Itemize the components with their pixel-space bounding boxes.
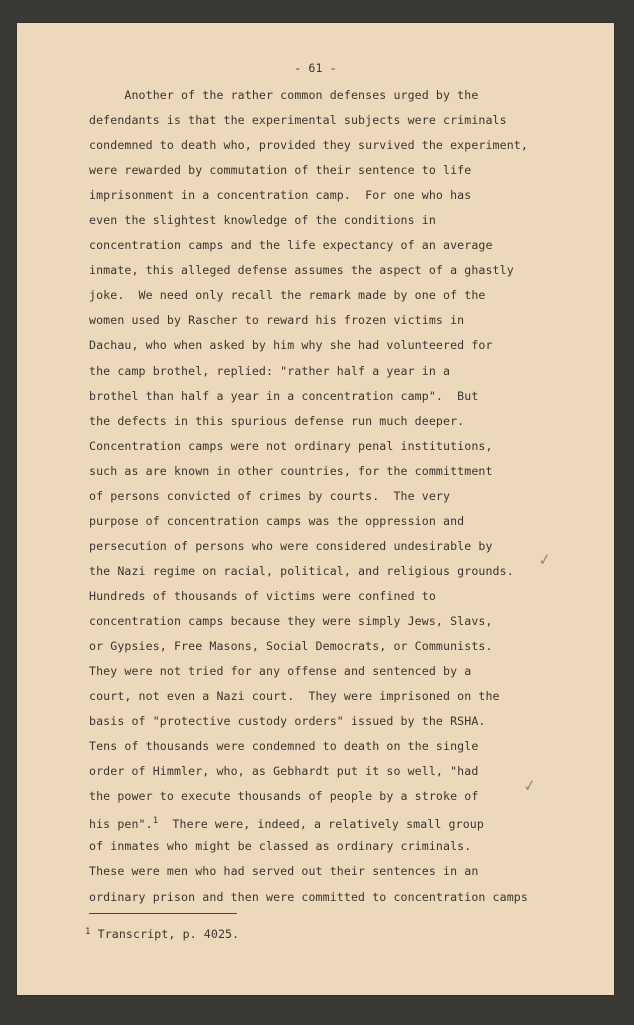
text-line: women used by Rascher to reward his frozen victims in — [89, 313, 465, 328]
text-line: the Nazi regime on racial, political, and religious grounds. — [89, 563, 514, 578]
text-line-end: There were, indeed, a relatively small group — [158, 817, 484, 832]
page-number: - 61 - — [294, 61, 337, 75]
text-line: of inmates who might be classed as ordinary criminals. — [89, 839, 472, 854]
text-line: order of Himmler, who, as Gebhardt put it so well, "had — [89, 764, 479, 779]
check-mark-icon: ✓ — [536, 549, 553, 570]
text-line: These were men who had served out their sentences in an — [89, 864, 479, 879]
text-line-with-footnote-ref — [89, 809, 609, 834]
text-line: joke. We need only recall the remark made by one of the — [89, 288, 486, 303]
text-line: were rewarded by commutation of their sentence to life — [89, 163, 472, 178]
text-line: brothel than half a year in a concentration camp". But — [89, 388, 479, 403]
footnote — [85, 927, 239, 941]
text-line: imprisonment in a concentration camp. For one who has — [89, 188, 472, 203]
text-line: court, not even a Nazi court. They were imprisoned on the — [89, 689, 500, 704]
check-mark-icon: ✓ — [521, 775, 538, 796]
text-line: Hundreds of thousands of victims were confined to — [89, 588, 436, 603]
footnote-ref: 1 — [152, 816, 159, 827]
text-line: purpose of concentration camps was the oppression and — [89, 513, 465, 528]
text-line: such as are known in other countries, for the committment — [89, 463, 493, 478]
text-line: inmate, this alleged defense assumes the aspect of a ghastly — [89, 263, 514, 278]
text-line: the camp brothel, replied: "rather half a year in a — [89, 363, 451, 378]
text-line: persecution of persons who were considered undesirable by — [89, 538, 493, 553]
text-line: the defects in this spurious defense run much deeper. — [89, 413, 465, 428]
text-line: basis of "protective custody orders" issued by the RSHA. — [89, 714, 486, 729]
text-line: condemned to death who, provided they survived the experiment, — [89, 138, 528, 153]
text-line: Another of the rather common defenses urged by the — [89, 88, 479, 102]
text-line: ordinary prison and then were committed to concentration camps — [89, 889, 528, 904]
text-line: of persons convicted of crimes by courts. The very — [89, 488, 451, 503]
text-line: They were not tried for any offense and sentenced by a — [89, 664, 472, 679]
footnote-divider — [89, 913, 237, 914]
text-line: even the slightest knowledge of the conditions in — [89, 213, 436, 228]
footnote-text: Transcript, p. 4025. — [90, 927, 240, 941]
text-line: defendants is that the experimental subjects were criminals — [89, 113, 507, 128]
text-line-start: his pen". — [89, 817, 153, 832]
footnote-marker: 1 — [85, 927, 91, 937]
text-line: or Gypsies, Free Masons, Social Democrats, or Communists. — [89, 639, 493, 654]
document-page — [17, 23, 614, 995]
text-line: concentration camps and the life expectancy of an average — [89, 238, 493, 253]
text-line: concentration camps because they were simply Jews, Slavs, — [89, 613, 493, 628]
text-line: Concentration camps were not ordinary penal institutions, — [89, 438, 493, 453]
text-line: Dachau, who when asked by him why she had volunteered for — [89, 338, 493, 353]
text-line: the power to execute thousands of people by a stroke of — [89, 789, 479, 804]
text-line: Tens of thousands were condemned to death on the single — [89, 739, 479, 754]
